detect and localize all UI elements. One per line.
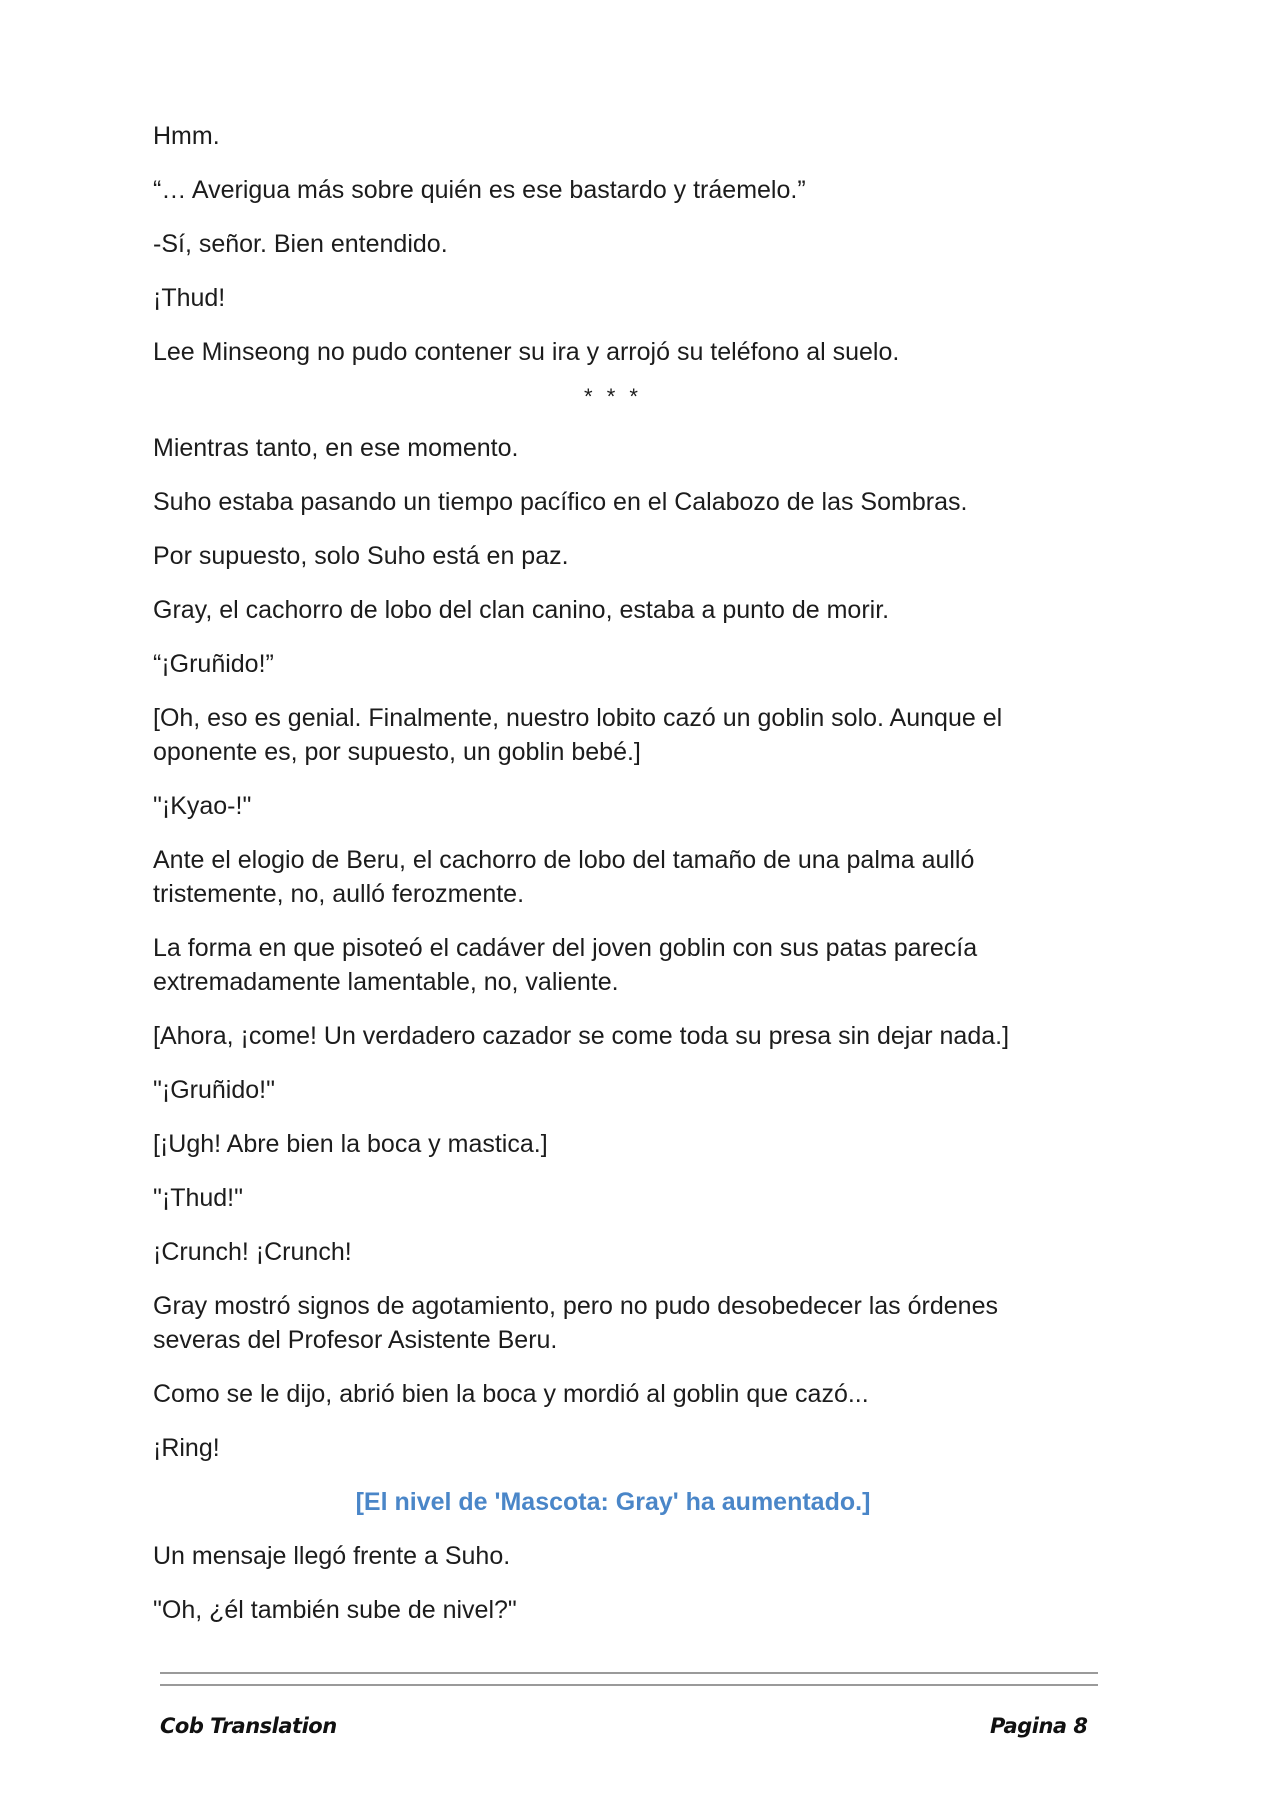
paragraph: Lee Minseong no pudo contener su ira y arrojó su teléfono al suelo. (153, 338, 900, 366)
paragraph: ¡Crunch! ¡Crunch! (153, 1238, 352, 1266)
page-number: Pagina 8 (990, 1714, 1088, 1738)
paragraph: "¡Thud!" (153, 1184, 244, 1212)
paragraph: Mientras tanto, en ese momento. (153, 434, 519, 462)
footer-credit: Cob Translation (160, 1714, 337, 1738)
scene-separator: * * * (584, 384, 642, 409)
paragraph: "Oh, ¿él también sube de nivel?" (153, 1596, 517, 1624)
paragraph: [Ahora, ¡come! Un verdadero cazador se come toda su presa sin dejar nada.] (153, 1022, 1010, 1050)
paragraph: “… Averigua más sobre quién es ese bastardo y tráemelo.” (153, 176, 806, 204)
paragraph: Suho estaba pasando un tiempo pacífico en el Calabozo de las Sombras. (153, 488, 968, 516)
paragraph: Como se le dijo, abrió bien la boca y mordió al goblin que cazó... (153, 1380, 869, 1408)
paragraph: [¡Ugh! Abre bien la boca y mastica.] (153, 1130, 548, 1158)
system-message: [El nivel de 'Mascota: Gray' ha aumentado.] (355, 1488, 871, 1516)
paragraph: ¡Ring! (153, 1434, 220, 1462)
paragraph: Hmm. (153, 122, 220, 150)
paragraph: [Oh, eso es genial. Finalmente, nuestro lobito cazó un goblin solo. Aunque el oponente es, por supuesto, un goblin bebé.] (153, 704, 1003, 766)
document-body (153, 119, 1053, 1647)
footer-divider (160, 1672, 1098, 1674)
footer-divider (160, 1684, 1098, 1686)
paragraph: Gray mostró signos de agotamiento, pero no pudo desobedecer las órdenes severas del Profesor Asistente Beru. (153, 1292, 998, 1354)
paragraph: Ante el elogio de Beru, el cachorro de lobo del tamaño de una palma aulló tristemente, no, aulló ferozmente. (153, 846, 975, 908)
paragraph: "¡Gruñido!" (153, 1076, 275, 1104)
paragraph: ¡Thud! (153, 284, 226, 312)
paragraph: -Sí, señor. Bien entendido. (153, 230, 448, 258)
paragraph: La forma en que pisoteó el cadáver del joven goblin con sus patas parecía extremadamente lamentable, no, valiente. (153, 934, 978, 996)
paragraph: Un mensaje llegó frente a Suho. (153, 1542, 511, 1570)
paragraph: "¡Kyao-!" (153, 792, 252, 820)
paragraph: Por supuesto, solo Suho está en paz. (153, 542, 569, 570)
paragraph: Gray, el cachorro de lobo del clan canino, estaba a punto de morir. (153, 596, 890, 624)
paragraph: “¡Gruñido!” (153, 650, 274, 678)
